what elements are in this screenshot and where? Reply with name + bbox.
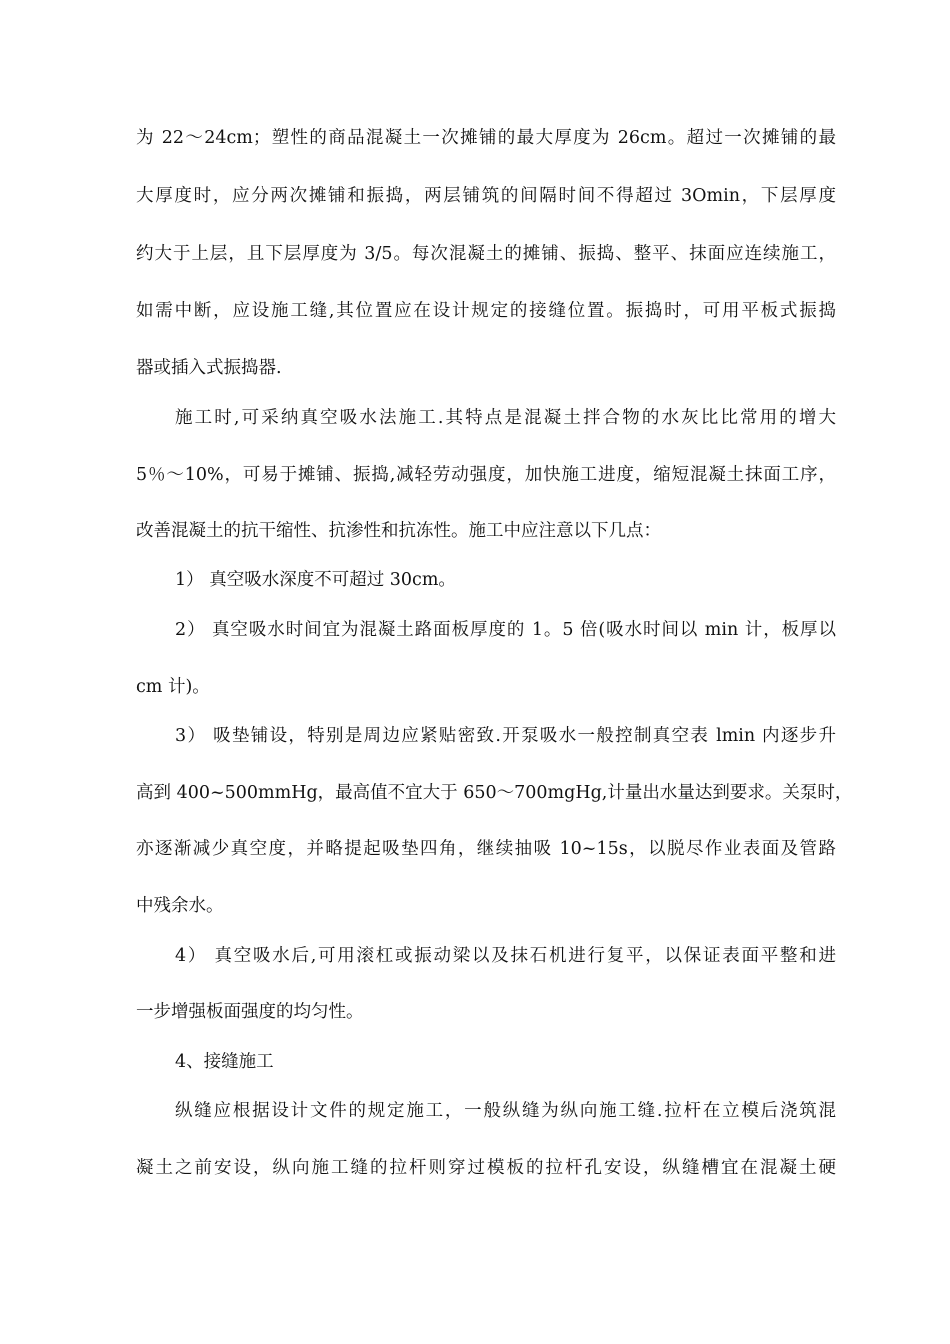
text-line: 为 22～24cm；塑性的商品混凝土一次摊铺的最大厚度为 26cm。超过一次摊铺的最 [136,128,836,148]
text-line: 施工时,可采纳真空吸水法施工.其特点是混凝土拌合物的水灰比比常用的增大 [175,408,836,428]
list-item: 3） 吸垫铺设，特别是周边应紧贴密致.开泵吸水一般控制真空表 lmin 内逐步升 [175,726,836,746]
section-heading: 4、接缝施工 [175,1052,274,1072]
text-line: 一步增强板面强度的均匀性。 [136,1002,364,1022]
text-line: 纵缝应根据设计文件的规定施工，一般纵缝为纵向施工缝.拉杆在立模后浇筑混 [175,1101,836,1121]
text-line: 凝土之前安设，纵向施工缝的拉杆则穿过模板的拉杆孔安设，纵缝槽宜在混凝土硬 [136,1158,836,1178]
text-line: 大厚度时，应分两次摊铺和振捣，两层铺筑的间隔时间不得超过 3Omin，下层厚度 [136,186,836,206]
text-line: 改善混凝土的抗干缩性、抗渗性和抗冻性。施工中应注意以下几点： [136,521,661,541]
list-item: 4） 真空吸水后,可用滚杠或振动梁以及抹石机进行复平，以保证表面平整和进 [175,946,836,966]
text-line: 中残余水。 [136,896,224,916]
text-line: 5％～10%，可易于摊铺、振捣,减轻劳动强度，加快施工进度，缩短混凝土抹面工序， [136,465,836,485]
text-line: 器或插入式振捣器. [136,358,282,378]
text-line: 亦逐渐减少真空度，并略提起吸垫四角，继续抽吸 10~15s，以脱尽作业表面及管路 [136,839,836,859]
text-line: 约大于上层，且下层厚度为 3/5。每次混凝土的摊铺、振捣、整平、抹面应连续施工， [136,244,836,264]
list-item: 2） 真空吸水时间宜为混凝土路面板厚度的 1。5 倍(吸水时间以 min 计，板厚以 [175,620,836,640]
text-line: 高到 400~500mmHg，最高值不宜大于 650～700mgHg,计量出水量达到要求。关泵时， [136,783,853,803]
text-line: 如需中断，应设施工缝,其位置应在设计规定的接缝位置。振捣时，可用平板式振捣 [136,301,836,321]
list-item: 1） 真空吸水深度不可超过 30cm。 [175,570,456,590]
text-line: cm 计)。 [136,677,210,697]
